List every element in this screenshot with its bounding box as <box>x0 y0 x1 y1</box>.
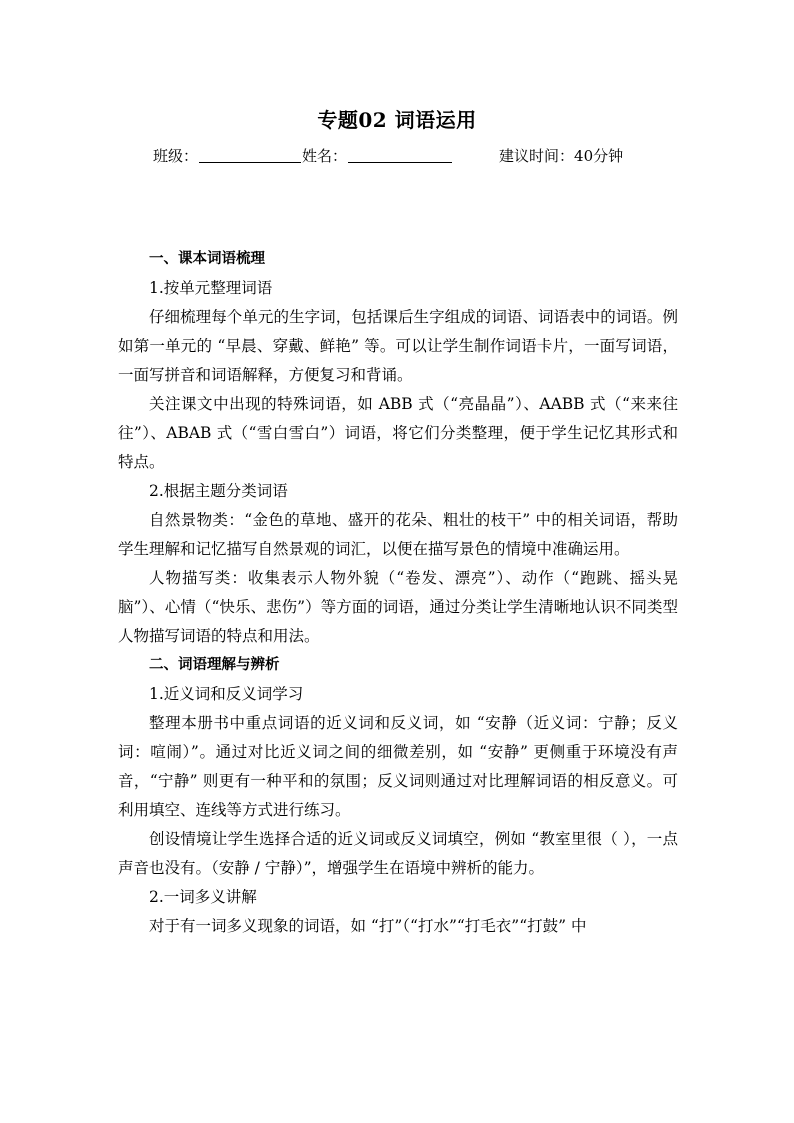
paragraph: 关注课文中出现的特殊词语，如 ABB 式（“亮晶晶”）、AABB 式（“来来往往”）、ABAB 式（“雪白雪白”）词语，将它们分类整理，便于学生记忆其形式和特点。 <box>118 395 678 471</box>
paragraph: 仔细梳理每个单元的生字词，包括课后生字组成的词语、词语表中的词语。例如第一单元的 “早晨、穿戴、鲜艳” 等。可以让学生制作词语卡片，一面写词语，一面写拼音和词语解释，方便复习和背诵。 <box>118 308 678 384</box>
document-body <box>118 245 678 941</box>
paragraph: 对于有一词多义现象的词语，如 “打”（“打水”“打毛衣”“打鼓” 中 <box>149 917 587 935</box>
section-heading: 一、课本词语梳理 <box>149 251 265 267</box>
paragraph: 创设情境让学生选择合适的近义词或反义词填空，例如 “教室里很（ ），一点声音也没有。（安静 / 宁静）”，增强学生在语境中辨析的能力。 <box>118 830 678 877</box>
name-blank <box>348 148 452 163</box>
section-heading: 二、词语理解与辨析 <box>149 657 280 673</box>
sub-heading: 2.根据主题分类词语 <box>149 482 288 500</box>
paragraph: 整理本册书中重点词语的近义词和反义词，如 “安静（近义词：宁静；反义词：喧闹）”。通过对比近义词之间的细微差别，如 “安静” 更侧重于环境没有声音，“宁静” 则更有一种平和的氛围；反义词则通过对比理解词语的相反意义。可利用填空、连线等方式进行练习。 <box>118 714 678 819</box>
paragraph: 自然景物类：“金色的草地、盛开的花朵、粗壮的枝干” 中的相关词语，帮助学生理解和记忆描写自然景观的词汇，以便在描写景色的情境中准确运用。 <box>118 511 678 558</box>
paragraph: 人物描写类：收集表示人物外貌（“卷发、漂亮”）、动作（“跑跳、摇头晃脑”）、心情（“快乐、悲伤”）等方面的词语，通过分类让学生清晰地认识不同类型人物描写词语的特点和用法。 <box>118 569 678 645</box>
class-blank <box>199 148 301 163</box>
name-label: 姓名： <box>302 147 348 165</box>
sub-heading: 1.按单元整理词语 <box>149 279 273 297</box>
info-line <box>153 145 623 166</box>
class-label: 班级： <box>153 147 199 165</box>
sub-heading: 1.近义词和反义词学习 <box>149 685 304 703</box>
suggested-time: 建议时间：40分钟 <box>499 147 624 165</box>
document-title: 专题02 词语运用 <box>317 108 477 132</box>
sub-heading: 2.一词多义讲解 <box>149 888 257 906</box>
